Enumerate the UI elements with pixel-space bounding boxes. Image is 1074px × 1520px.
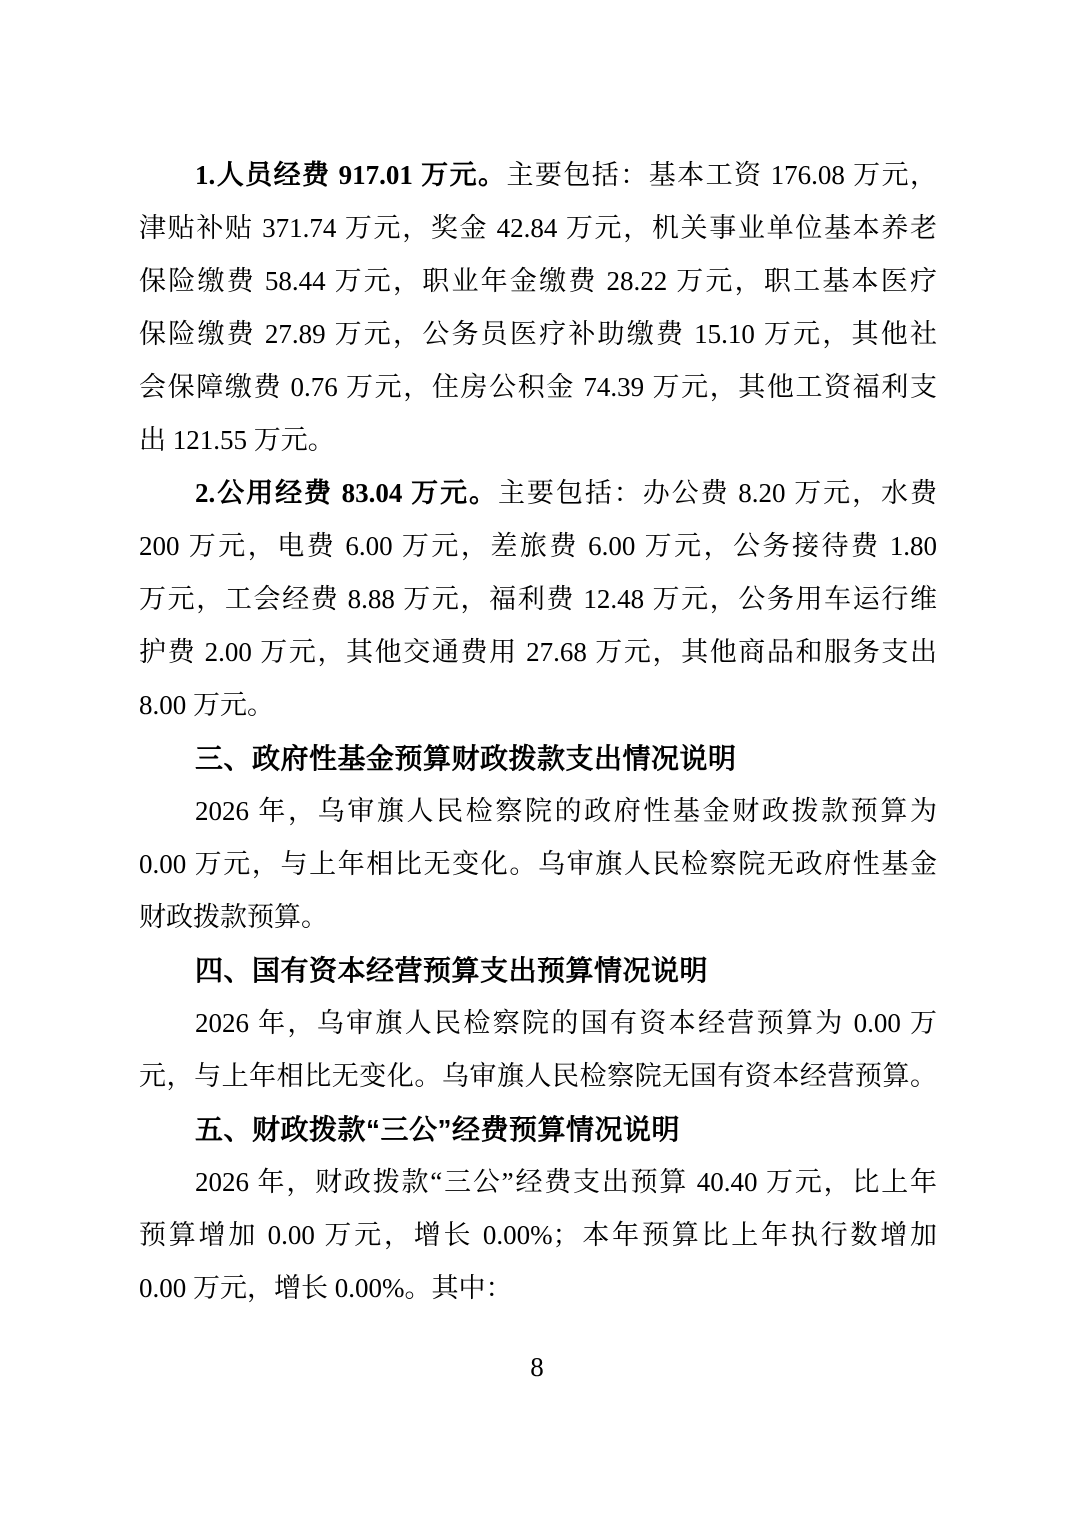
text-run: 2.公用经费 83.04 万元。	[195, 478, 498, 508]
text-run: 五、财政拨款“三公”经费预算情况说明	[195, 1114, 681, 1145]
text-line	[139, 149, 937, 202]
text-line	[139, 785, 937, 838]
text-line	[139, 1209, 937, 1262]
text-block	[139, 149, 937, 1315]
text-run: 四、国有资本经营预算支出预算情况说明	[195, 955, 709, 986]
text-run: 0.00 万元，与上年相比无变化。乌审旗人民检察院无政府性基金	[139, 849, 937, 879]
text-run: 主要包括：办公费 8.20 万元，水费	[497, 478, 937, 508]
text-run: 财政拨款预算。	[139, 902, 328, 932]
text-run: 保险缴费 58.44 万元，职业年金缴费 28.22 万元，职工基本医疗	[139, 266, 937, 296]
text-run: 万元，工会经费 8.88 万元，福利费 12.48 万元，公务用车运行维	[139, 584, 937, 614]
text-line	[139, 308, 937, 361]
text-line	[139, 202, 937, 255]
text-run: 2026 年，财政拨款“三公”经费支出预算 40.40 万元，比上年	[195, 1167, 937, 1197]
page-number: 8	[530, 1352, 544, 1382]
text-line	[139, 1156, 937, 1209]
text-line	[139, 1050, 937, 1103]
text-line	[139, 997, 937, 1050]
section-heading	[139, 732, 937, 785]
text-line	[139, 626, 937, 679]
text-line	[139, 414, 937, 467]
text-run: 2026 年，乌审旗人民检察院的政府性基金财政拨款预算为	[195, 796, 937, 826]
text-run: 元，与上年相比无变化。乌审旗人民检察院无国有资本经营预算。	[139, 1061, 937, 1091]
section-heading	[139, 1103, 937, 1156]
text-run: 会保障缴费 0.76 万元，住房公积金 74.39 万元，其他工资福利支	[139, 372, 937, 402]
text-run: 护费 2.00 万元，其他交通费用 27.68 万元，其他商品和服务支出	[139, 637, 937, 667]
text-line	[139, 891, 937, 944]
text-run: 出 121.55 万元。	[139, 425, 335, 455]
text-run: 保险缴费 27.89 万元，公务员医疗补助缴费 15.10 万元，其他社	[139, 319, 937, 349]
text-run: 主要包括：基本工资 176.08 万元，	[506, 160, 937, 190]
text-run: 200 万元，电费 6.00 万元，差旅费 6.00 万元，公务接待费 1.80	[139, 531, 937, 561]
text-line	[139, 255, 937, 308]
text-run: 三、政府性基金预算财政拨款支出情况说明	[195, 743, 737, 774]
text-line	[139, 679, 937, 732]
text-run: 预算增加 0.00 万元，增长 0.00%；本年预算比上年执行数增加	[139, 1220, 937, 1250]
text-line	[139, 1262, 937, 1315]
text-run: 2026 年，乌审旗人民检察院的国有资本经营预算为 0.00 万	[195, 1008, 937, 1038]
text-line	[139, 467, 937, 520]
text-run: 0.00 万元，增长 0.00%。其中：	[139, 1273, 513, 1303]
text-run: 8.00 万元。	[139, 690, 274, 720]
text-line	[139, 520, 937, 573]
text-line	[139, 838, 937, 891]
text-run: 1.人员经费 917.01 万元。	[195, 160, 507, 190]
text-line	[139, 361, 937, 414]
text-line	[139, 573, 937, 626]
text-run: 津贴补贴 371.74 万元，奖金 42.84 万元，机关事业单位基本养老	[139, 213, 937, 243]
section-heading	[139, 944, 937, 997]
